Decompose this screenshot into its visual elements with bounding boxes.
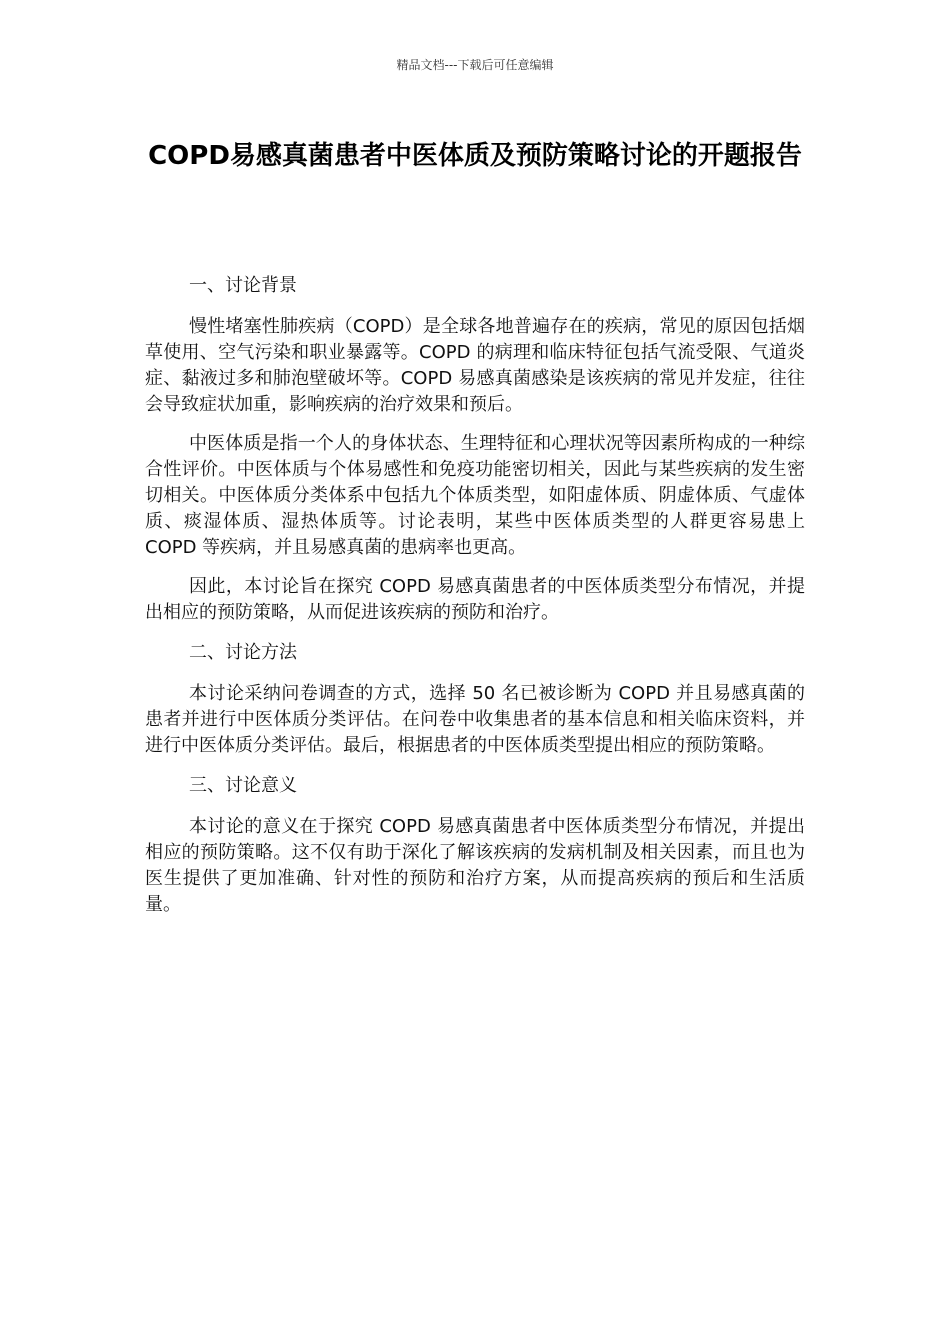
section-heading: 一、讨论背景 (189, 275, 297, 296)
paragraph: 因此，本讨论旨在探究 COPD 易感真菌患者的中医体质类型分布情况，并提出相应的预防策略，从而促进该疾病的预防和治疗。 (145, 576, 805, 623)
paragraph: 本讨论的意义在于探究 COPD 易感真菌患者中医体质类型分布情况，并提出相应的预防策略。这不仅有助于深化了解该疾病的发病机制及相关因素，而且也为医生提供了更加准确、针对性的预防和治疗方案，从而提高疾病的预后和生活质量。 (145, 816, 805, 915)
section-background (145, 272, 805, 626)
section-heading: 三、讨论意义 (189, 775, 297, 796)
header-note: 精品文档---下载后可任意编辑 (396, 58, 554, 72)
section-heading: 二、讨论方法 (189, 642, 297, 663)
document-title: COPD易感真菌患者中医体质及预防策略讨论的开题报告 (148, 141, 802, 171)
section-methods (145, 639, 805, 759)
paragraph: 中医体质是指一个人的身体状态、生理特征和心理状况等因素所构成的一种综合性评价。中医体质与个体易感性和免疫功能密切相关，因此与某些疾病的发生密切相关。中医体质分类体系中包括九个体质类型，如阳虚体质、阴虚体质、气虚体质、痰湿体质、湿热体质等。讨论表明，某些中医体质类型的人群更容易患上 COPD 等疾病，并且易感真菌的患病率也更高。 (145, 433, 805, 558)
section-significance (145, 772, 805, 918)
document-body (145, 272, 805, 931)
paragraph: 本讨论采纳问卷调查的方式，选择 50 名已被诊断为 COPD 并且易感真菌的患者并进行中医体质分类评估。在问卷中收集患者的基本信息和相关临床资料，并进行中医体质分类评估。最后，根据患者的中医体质类型提出相应的预防策略。 (145, 683, 805, 756)
paragraph: 慢性堵塞性肺疾病（COPD）是全球各地普遍存在的疾病，常见的原因包括烟草使用、空气污染和职业暴露等。COPD 的病理和临床特征包括气流受限、气道炎症、黏液过多和肺泡壁破坏等。COPD 易感真菌感染是该疾病的常见并发症，往往会导致症状加重，影响疾病的治疗效果和预后。 (145, 316, 805, 415)
